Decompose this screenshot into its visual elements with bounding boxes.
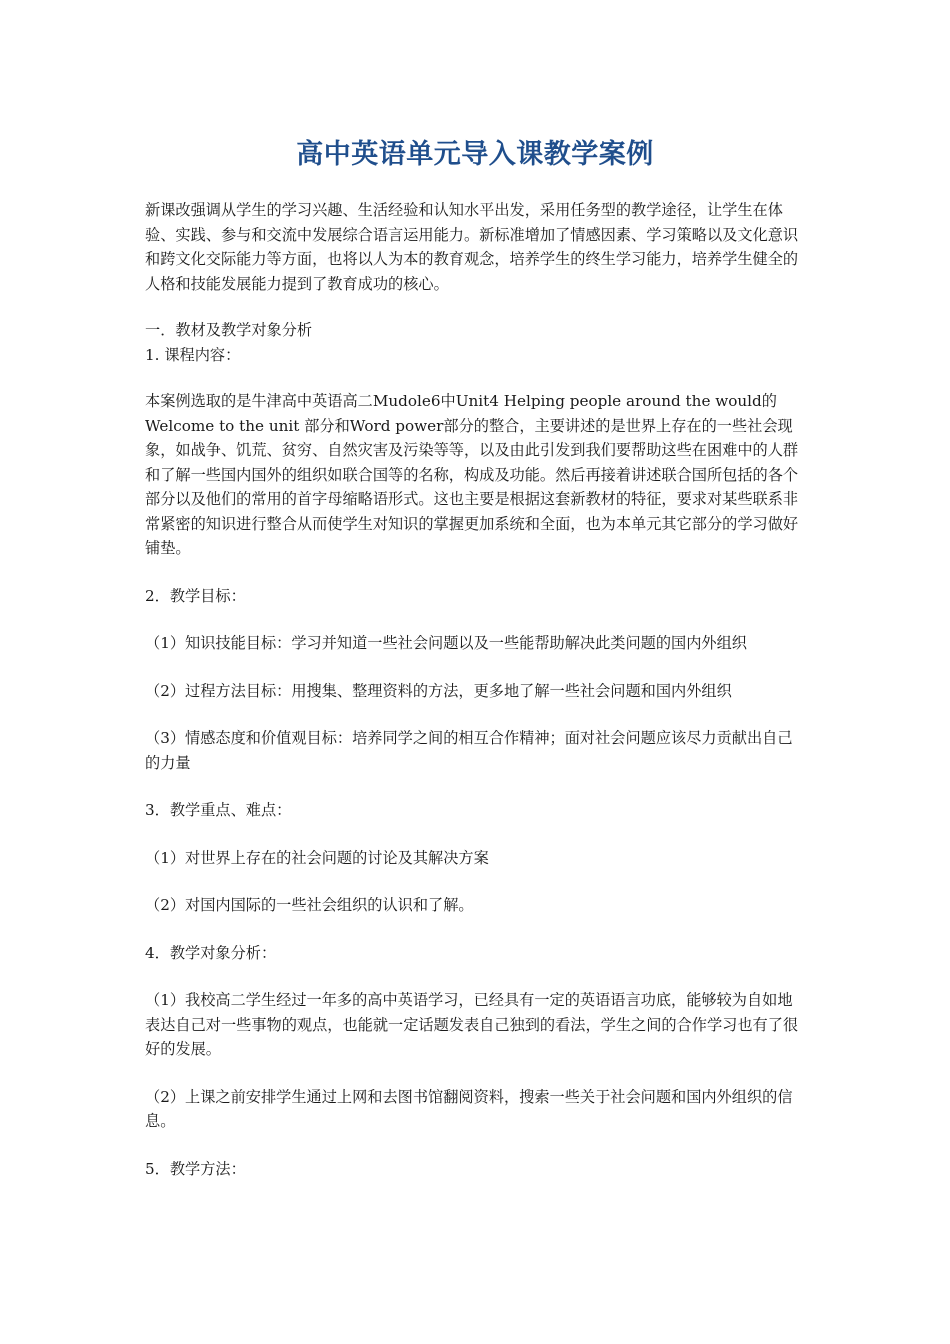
- item-heading-teaching-methods: 5．教学方法：: [145, 1159, 246, 1178]
- intro-paragraph: 新课改强调从学生的学习兴趣、生活经验和认知水平出发，采用任务型的教学途径，让学生在体验、实践、参与和交流中发展综合语言运用能力。新标准增加了情感因素、学习策略以及文化意识和跨文化交际能力等方面，也将以人为本的教育观念，培养学生的终生学习能力，培养学生健全的人格和技能发展能力提到了教育成功的核心。: [145, 201, 799, 293]
- item-heading-teaching-goals: 2．教学目标：: [145, 586, 246, 605]
- document-title: 高中英语单元导入课教学案例: [296, 139, 654, 170]
- course-content-paragraph: 本案例选取的是牛津高中英语高二Mudole6中Unit4 Helping people around the would的Welcome to the unit 部分和Word power部分的整合，主要讲述的是世界上存在的一些社会现象，如战争、饥荒、贫穷、自然灾害及污染等等，以及由此引发到我们要帮助这些在困难中的人群和了解一些国内国外的组织如联合国等的名称，构成及功能。然后再接着讲述联合国所包括的各个部分以及他们的常用的首字母缩略语形式。这也主要是根据这套新教材的特征，要求对某些联系非常紧密的知识进行整合从而使学生对知识的掌握更加系统和全面，也为本单元其它部分的学习做好铺垫。: [145, 392, 799, 557]
- goal-knowledge-skills: （1）知识技能目标：学习并知道一些社会问题以及一些能帮助解决此类问题的国内外组织: [145, 634, 747, 652]
- student-analysis-2: （2）上课之前安排学生通过上网和去图书馆翻阅资料，搜索一些关于社会问题和国内外组织的信息。: [145, 1087, 793, 1130]
- document-body: [145, 198, 805, 1181]
- item-heading-student-analysis: 4．教学对象分析：: [145, 943, 277, 962]
- goal-process-method: （2）过程方法目标：用搜集、整理资料的方法，更多地了解一些社会问题和国内外组织: [145, 681, 732, 700]
- item-heading-key-points: 3．教学重点、难点：: [145, 801, 292, 819]
- student-analysis-1: （1）我校高二学生经过一年多的高中英语学习，已经具有一定的英语语言功底，能够较为自如地表达自己对一些事物的观点，也能就一定话题发表自己独到的看法，学生之间的合作学习也有了很好的发展。: [145, 991, 799, 1058]
- key-point-1: （1）对世界上存在的社会问题的讨论及其解决方案: [145, 848, 489, 867]
- key-point-2: （2）对国内国际的一些社会组织的认识和了解。: [145, 896, 474, 914]
- section-heading-analysis: 一．教材及教学对象分析: [145, 321, 313, 339]
- item-heading-course-content: 1. 课程内容：: [145, 345, 241, 364]
- goal-emotion-values: （3）情感态度和价值观目标：培养同学之间的相互合作精神；面对社会问题应该尽力贡献出自己的力量: [145, 729, 793, 772]
